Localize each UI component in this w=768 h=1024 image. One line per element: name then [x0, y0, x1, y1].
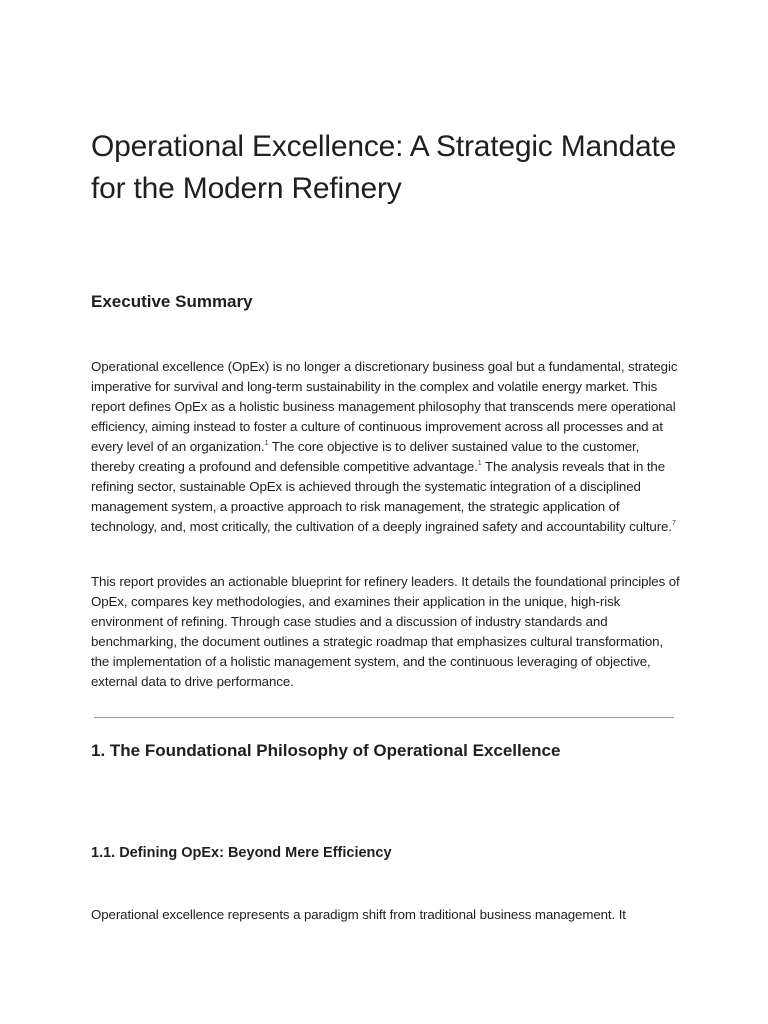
executive-summary-heading: Executive Summary — [91, 292, 253, 311]
section-1-heading: 1. The Foundational Philosophy of Operational Excellence — [91, 741, 561, 760]
executive-summary-paragraph-1 — [91, 357, 681, 537]
subsection-1-1-heading: 1.1. Defining OpEx: Beyond Mere Efficiency — [91, 845, 392, 861]
paragraph-text: The core objective is to deliver sustained value to the customer, thereby creating a profound and defensible competitive advantage. — [91, 439, 640, 474]
document-title: Operational Excellence: A Strategic Mandate for the Modern Refinery — [91, 130, 677, 205]
subsection-1-1-paragraph: Operational excellence represents a paradigm shift from traditional business management. It — [91, 907, 626, 922]
paragraph-text: Operational excellence (OpEx) is no longer a discretionary business goal but a fundamental, strategic imperative for survival and long-term sustainability in the complex and volatile energy market. This report defines OpEx as a holistic business management philosophy that transcends mere operational efficiency, aiming instead to foster a culture of continuous improvement across all processes and at every level of an organization. — [91, 359, 678, 454]
horizontal-divider — [94, 717, 674, 718]
executive-summary-paragraph-2: This report provides an actionable blueprint for refinery leaders. It details the foundational principles of OpEx, compares key methodologies, and examines their application in the unique, high-risk environment of refining. Through case studies and a discussion of industry standards and benchmarking, the document outlines a strategic roadmap that emphasizes cultural transformation, the implementation of a holistic management system, and the continuous leveraging of objective, external data to drive performance. — [91, 574, 680, 689]
footnote-ref-1[interactable]: 1 — [264, 440, 269, 447]
footnote-ref-7[interactable]: 7 — [671, 520, 676, 527]
paragraph-text: The analysis reveals that in the refining sector, sustainable OpEx is achieved through the systematic integration of a disciplined management system, a proactive approach to risk management, the strategic application of technology, and, most critically, the cultivation of a deeply ingrained safety and accountability culture. — [91, 459, 672, 534]
footnote-ref-1b[interactable]: 1 — [477, 460, 482, 467]
